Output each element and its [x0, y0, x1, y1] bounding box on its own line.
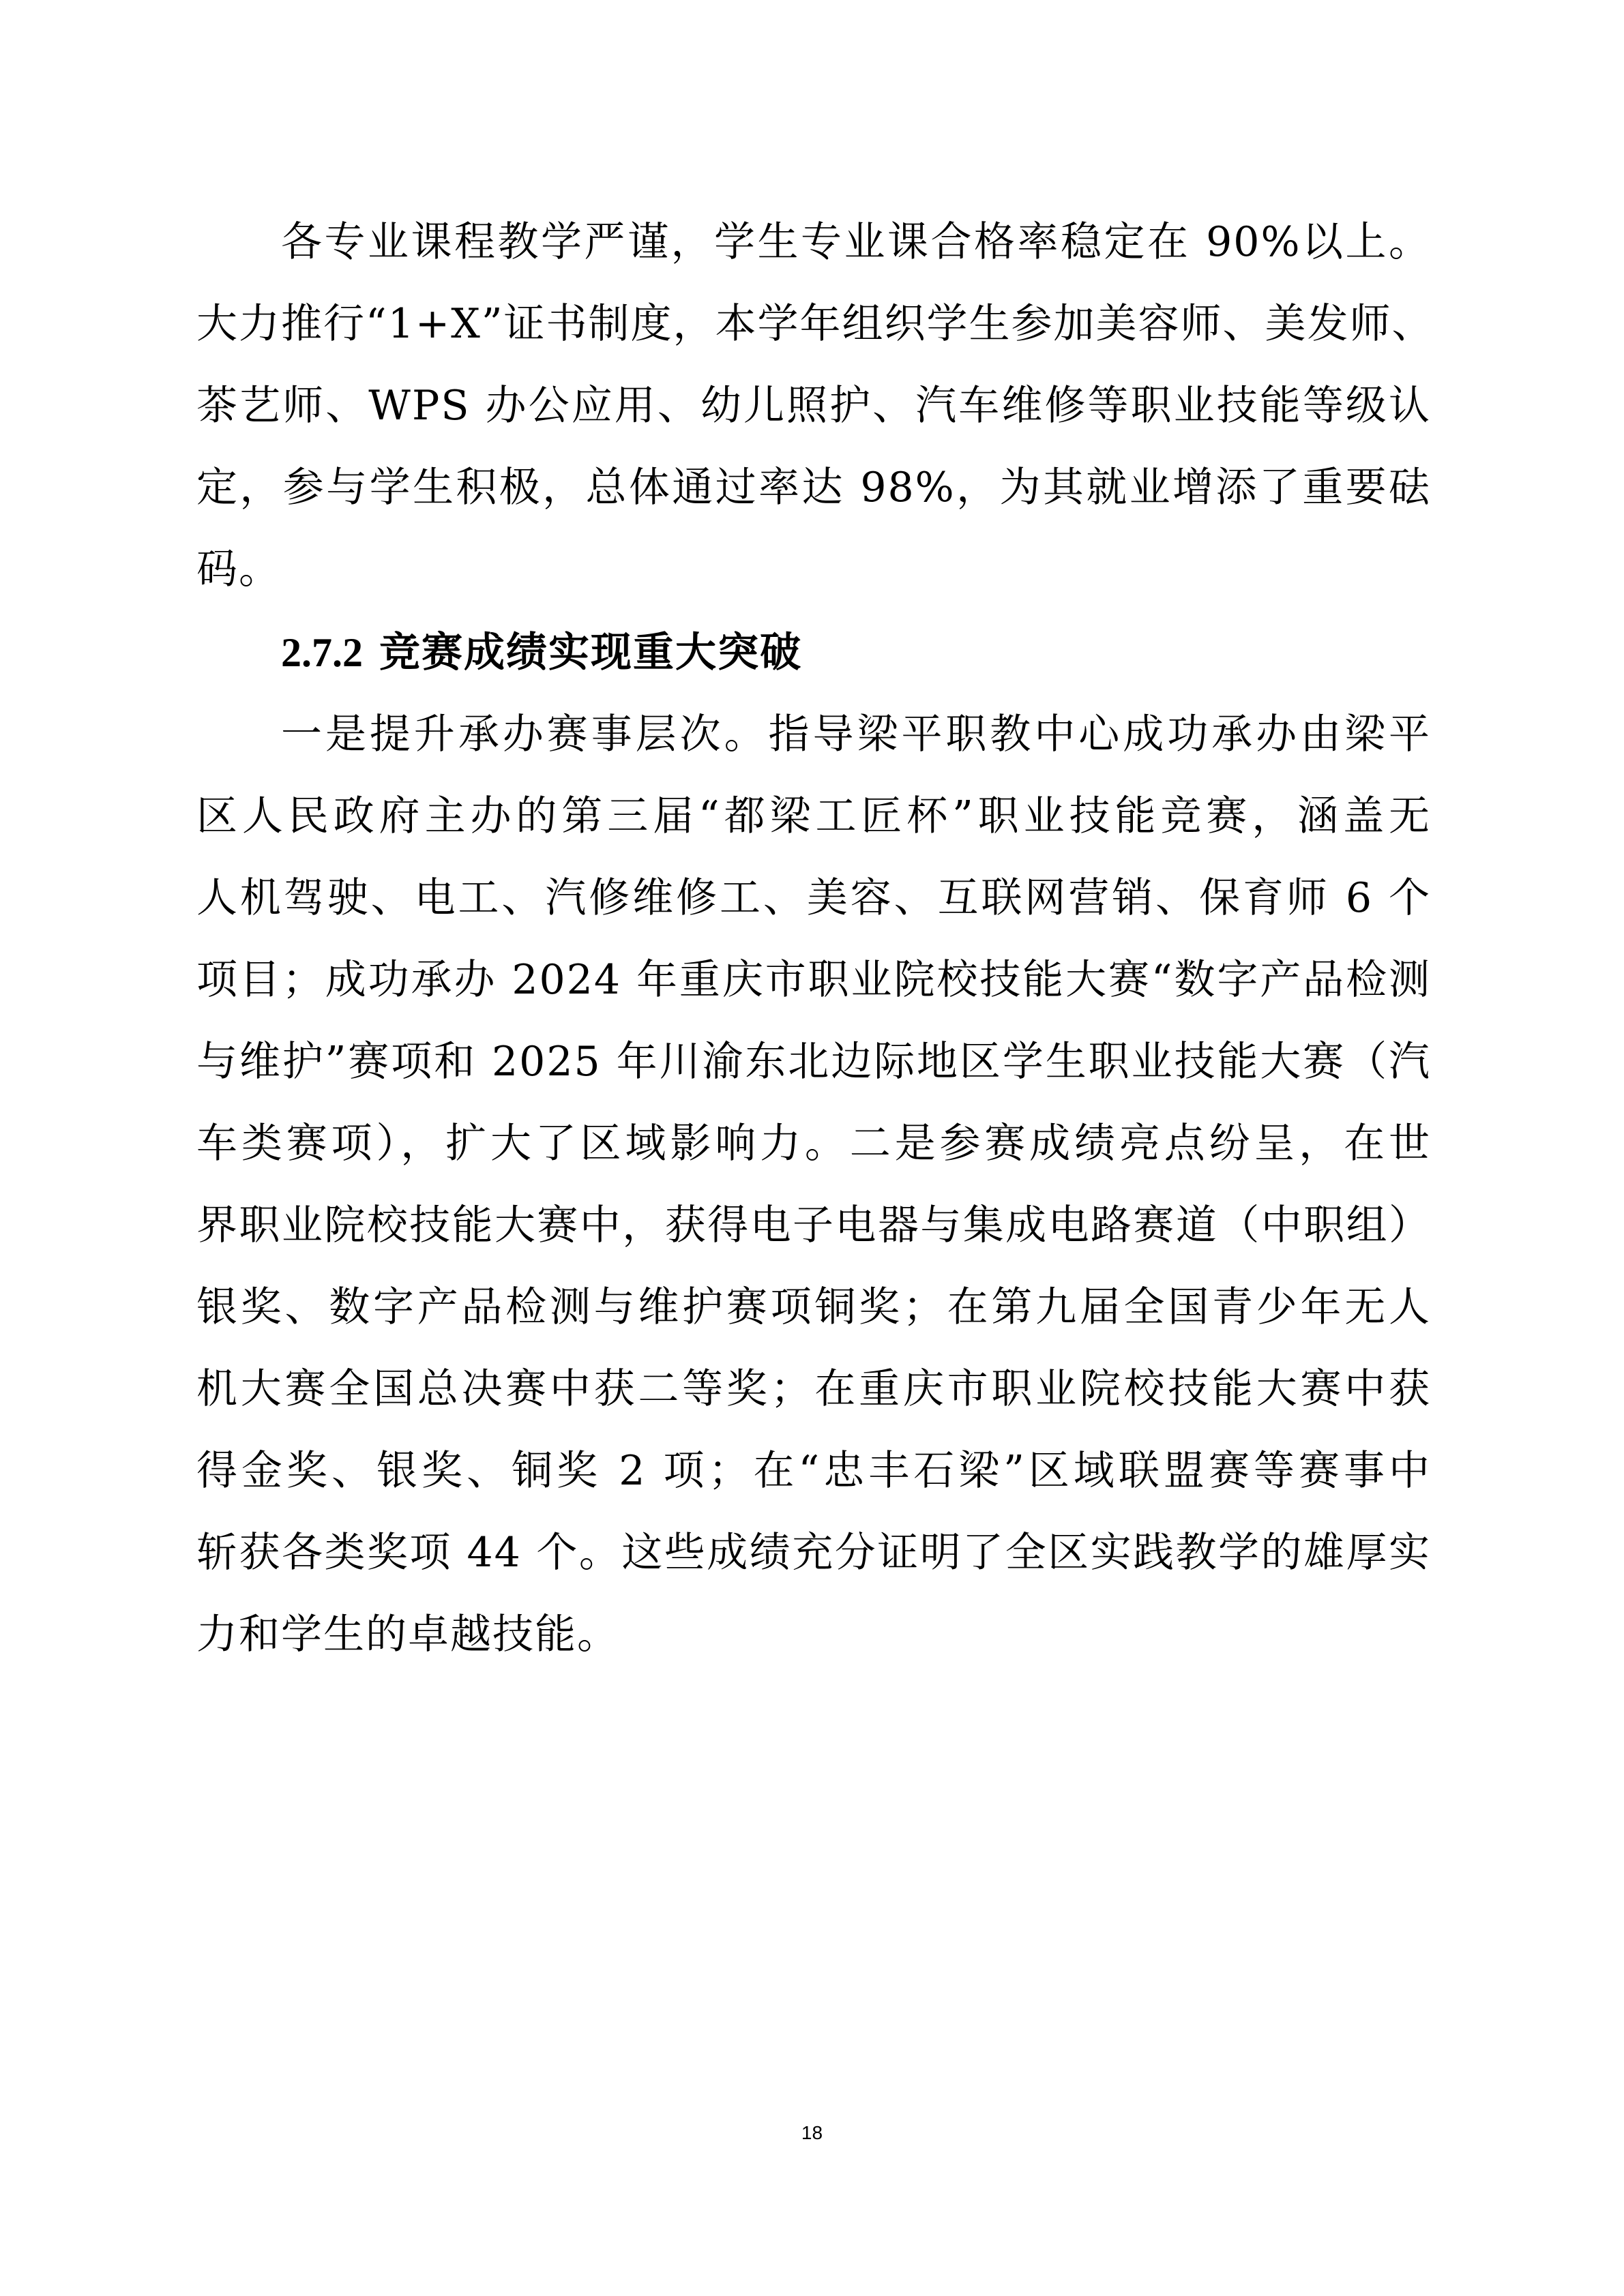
- section-title: 竞赛成绩实现重大突破: [379, 629, 802, 676]
- paragraph-line: 码。: [196, 546, 281, 593]
- section-number: 2.7.2: [281, 630, 363, 675]
- paragraph-line: 得金奖、银奖、铜奖 2 项；在“忠丰石梁”区域联盟赛等赛事中: [196, 1447, 1431, 1495]
- paragraph-line: 界职业院校技能大赛中，获得电子电器与集成电路赛道（中职组）: [196, 1202, 1431, 1249]
- paragraph-line: 斩获各类奖项 44 个。这些成绩充分证明了全区实践教学的雄厚实: [196, 1529, 1431, 1577]
- paragraph-line: 区人民政府主办的第三届“都梁工匠杯”职业技能竞赛，涵盖无: [196, 792, 1431, 840]
- paragraph-line: 一是提升承办赛事层次。指导梁平职教中心成功承办由梁平: [281, 711, 1431, 758]
- paragraph-line: 大力推行“1+X”证书制度，本学年组织学生参加美容师、美发师、: [196, 300, 1434, 348]
- paragraph-line: 茶艺师、WPS 办公应用、幼儿照护、汽车维修等职业技能等级认: [196, 382, 1431, 430]
- paragraph-line: 项目；成功承办 2024 年重庆市职业院校技能大赛“数字产品检测: [196, 956, 1431, 1004]
- paragraph-line: 车类赛项），扩大了区域影响力。二是参赛成绩亮点纷呈，在世: [196, 1120, 1431, 1167]
- paragraph-line: 人机驾驶、电工、汽修维修工、美容、互联网营销、保育师 6 个: [196, 874, 1431, 922]
- paragraph-line: 力和学生的卓越技能。: [196, 1611, 619, 1658]
- paragraph-line: 与维护”赛项和 2025 年川渝东北边际地区学生职业技能大赛（汽: [196, 1038, 1431, 1086]
- paragraph-line: 机大赛全国总决赛中获二等奖；在重庆市职业院校技能大赛中获: [196, 1365, 1431, 1413]
- paragraph-line: 各专业课程教学严谨，学生专业课合格率稳定在 90%以上。: [281, 218, 1431, 266]
- page-number: 18: [801, 2122, 823, 2143]
- paragraph-line: 银奖、数字产品检测与维护赛项铜奖；在第九届全国青少年无人: [196, 1283, 1431, 1331]
- paragraph-line: 定，参与学生积极，总体通过率达 98%，为其就业增添了重要砝: [196, 464, 1431, 511]
- section-heading: [281, 612, 802, 694]
